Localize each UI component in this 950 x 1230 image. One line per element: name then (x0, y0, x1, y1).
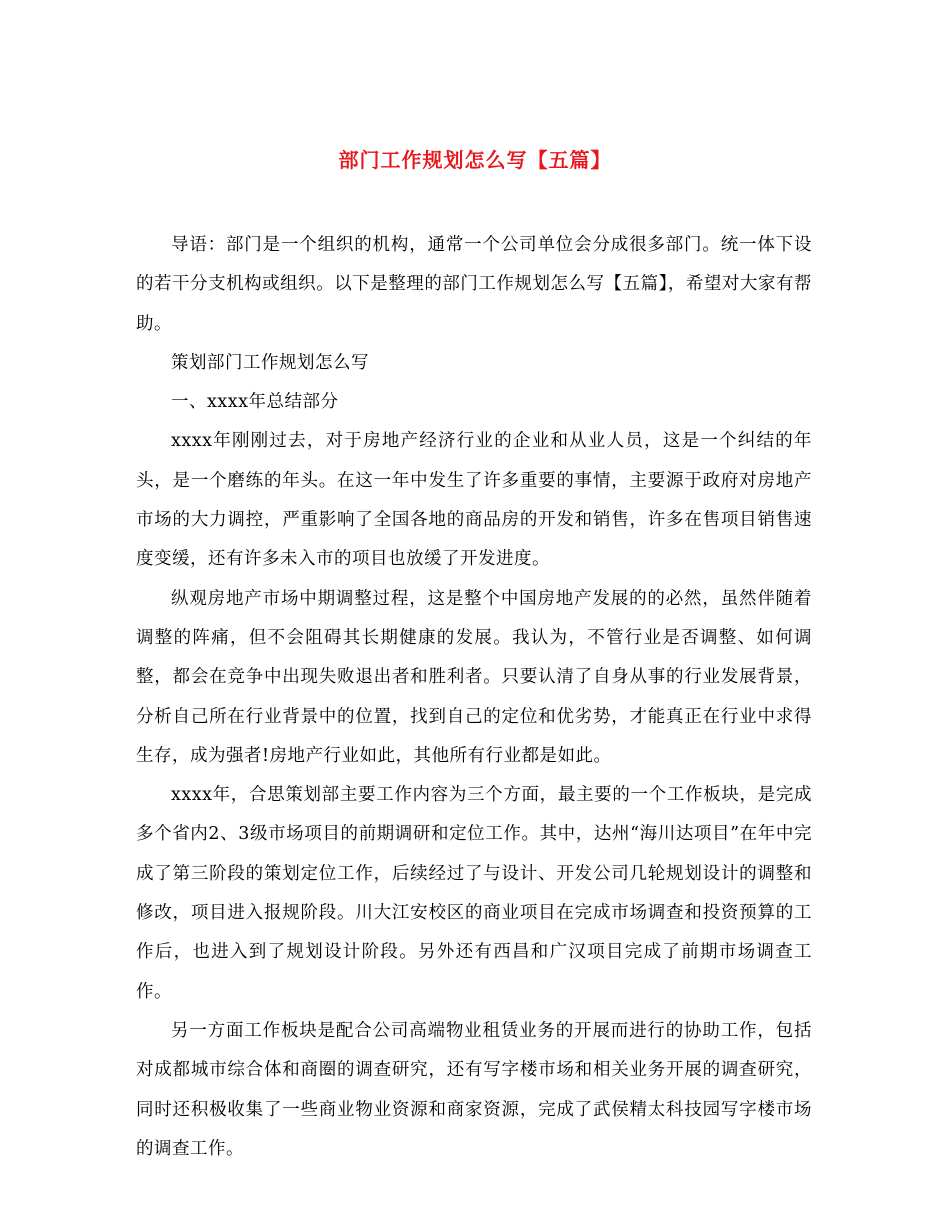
paragraph: xxxx年刚刚过去，对于房地产经济行业的企业和从业人员，这是一个纠结的年头，是一个磨练的年头。在这一年中发生了许多重要的事情，主要源于政府对房地产市场的大力调控，严重影响了全国各地的商品房的开发和销售，许多在售项目销售速度变缓，还有许多未入市的项目也放缓了开发进度。 (136, 431, 812, 570)
document-title: 部门工作规划怎么写【五篇】 (338, 148, 612, 172)
paragraph: 另一方面工作板块是配合公司高端物业租赁业务的开展而进行的协助工作，包括对成都城市综合体和商圈的调查研究，还有写字楼市场和相关业务开展的调查研究，同时还积极收集了一些商业物业资源和商家资源，完成了武侯精太科技园写字楼市场的调查工作。 (136, 1020, 812, 1159)
paragraph: 纵观房地产市场中期调整过程，这是整个中国房地产发展的的必然，虽然伴随着调整的阵痛，但不会阻碍其长期健康的发展。我认为，不管行业是否调整、如何调整，都会在竞争中出现失败退出者和胜利者。只要认清了自身从事的行业发展背景，分析自己所在行业背景中的位置，找到自己的定位和优劣势，才能真正在行业中求得生存，成为强者!房地产行业如此，其他所有行业都是如此。 (136, 588, 812, 766)
paragraph-heading: 策划部门工作规划怎么写 (171, 352, 369, 373)
document-body (136, 226, 812, 1169)
paragraph: xxxx年，合思策划部主要工作内容为三个方面，最主要的一个工作板块，是完成多个省内2、3级市场项目的前期调研和定位工作。其中，达州“海川达项目”在年中完成了第三阶段的策划定位工作，后续经过了与设计、开发公司几轮规划设计的调整和修改，项目进入报规阶段。川大江安校区的商业项目在完成市场调查和投资预算的工作后，也进入到了规划设计阶段。另外还有西昌和广汉项目完成了前期市场调查工作。 (136, 785, 812, 1002)
paragraph-intro: 导语：部门是一个组织的机构，通常一个公司单位会分成很多部门。统一体下设的若干分支机构或组织。以下是整理的部门工作规划怎么写【五篇】，希望对大家有帮助。 (136, 235, 812, 334)
paragraph-section-heading: 一、xxxx年总结部分 (171, 392, 339, 413)
